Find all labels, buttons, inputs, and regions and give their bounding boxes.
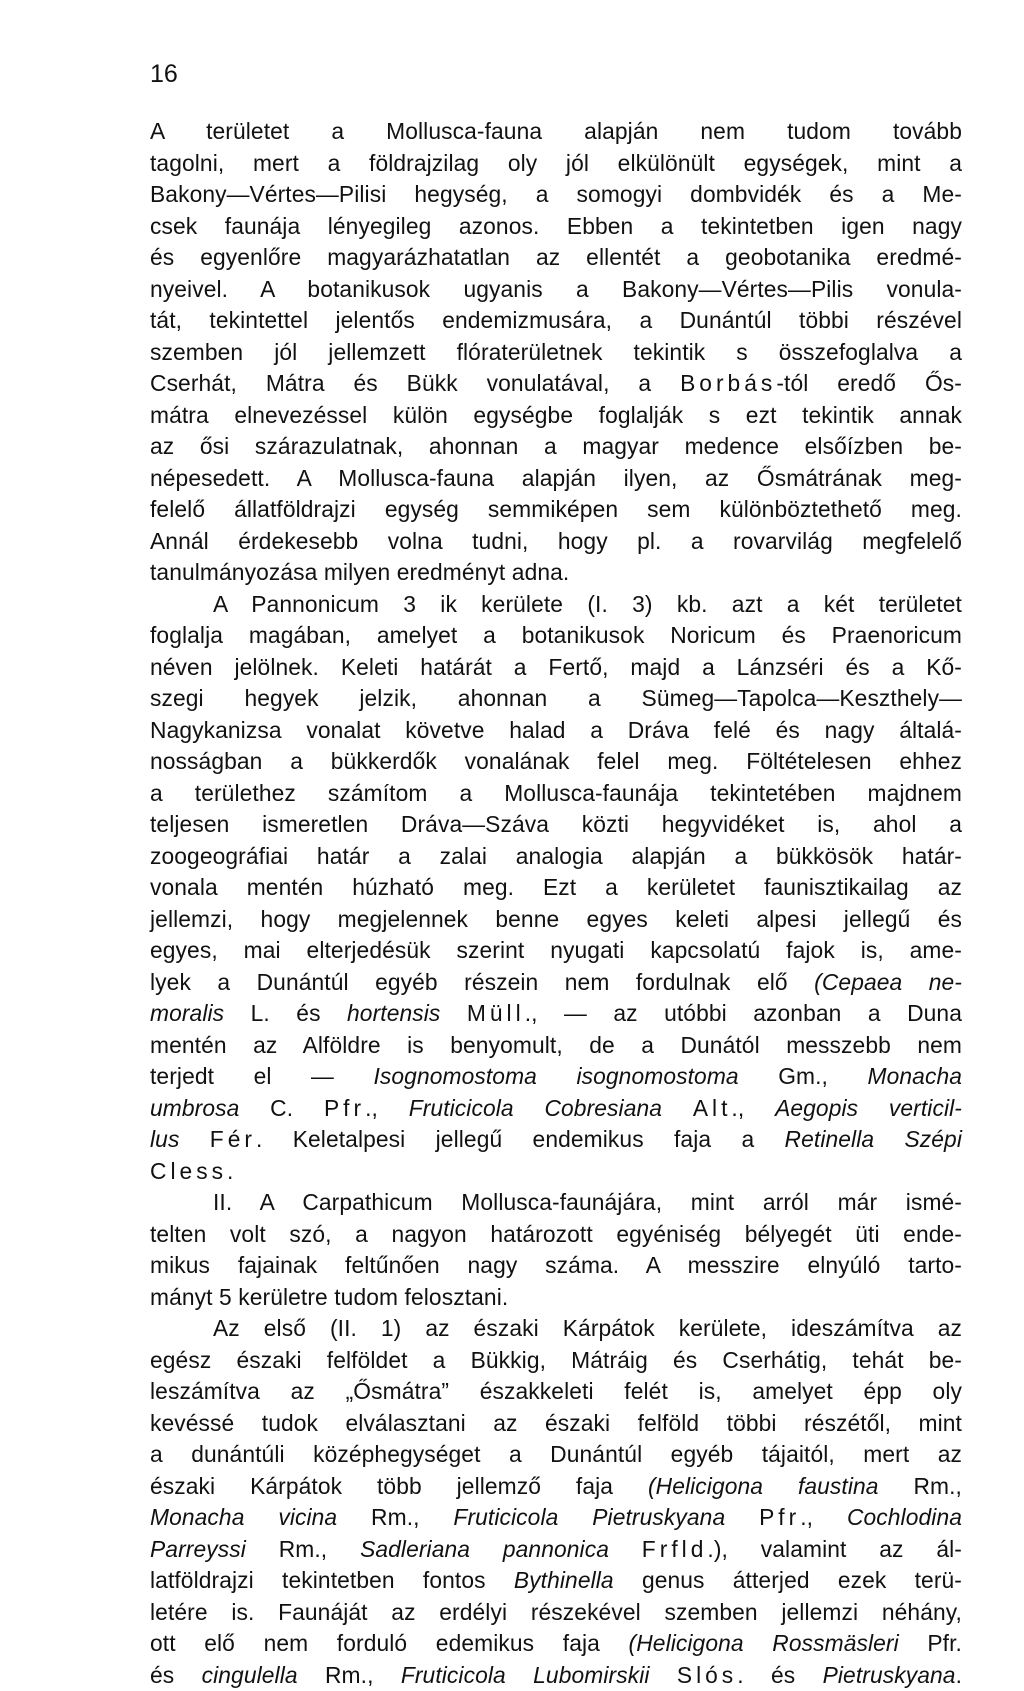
text-run — [179, 1126, 209, 1152]
text-line — [150, 967, 962, 999]
author-name: Slós — [677, 1662, 737, 1688]
author-name: Fér — [210, 1126, 256, 1152]
text-line — [150, 400, 962, 432]
text-run: Rm., — [337, 1504, 453, 1530]
text-run: ., — [365, 1095, 409, 1121]
text-line — [150, 1345, 962, 1377]
species-name: Monacha — [868, 1063, 962, 1089]
author-name: Pfr — [324, 1095, 365, 1121]
text-line — [150, 620, 962, 652]
page-number: 16 — [150, 62, 178, 87]
author-name: Alt — [693, 1095, 732, 1121]
text-run: tanulmányozása milyen eredményt adna. — [150, 559, 569, 585]
text-line — [150, 526, 962, 558]
text-run: . — [227, 1158, 233, 1184]
species-name: Retinella Szépi — [785, 1126, 962, 1152]
text-run: néven jelölnek. Keleti határát a Fertő, majd a Lánzséri és a Kő- — [150, 654, 962, 680]
text-run: az ősi szárazulatnak, ahonnan a magyar medence elsőízben be- — [150, 433, 962, 459]
text-run: mányt 5 kerületre tudom felosztani. — [150, 1284, 508, 1310]
text-run: ott elő nem forduló edemikus faja — [150, 1630, 629, 1656]
species-name: (Helicigona Rossmäsleri — [629, 1630, 899, 1656]
text-run: Annál érdekesebb volna tudni, hogy pl. a rovarvilág megfelelő — [150, 528, 962, 554]
species-name: Parreyssi — [150, 1536, 246, 1562]
text-run: genus átterjed ezek terü- — [614, 1567, 962, 1593]
species-name: Sadleriana pannonica — [360, 1536, 609, 1562]
text-line — [150, 1597, 962, 1629]
text-line — [150, 1250, 962, 1282]
species-name: Monacha vicina — [150, 1504, 337, 1530]
text-run: mentén az Alföldre is benyomult, de a Dunától messzebb nem — [150, 1032, 962, 1058]
text-line — [150, 368, 962, 400]
species-name: Aegopis verticil- — [775, 1095, 962, 1121]
text-line — [150, 1061, 962, 1093]
text-line — [150, 305, 962, 337]
text-line — [150, 116, 962, 148]
text-line — [150, 1156, 962, 1188]
text-line — [150, 1439, 962, 1471]
text-run: A Pannonicum 3 ik kerülete (I. 3) kb. azt a két területet — [213, 591, 962, 617]
text-run: zoogeográfiai határ a zalai analogia alapján a bükkösök határ- — [150, 843, 962, 869]
species-name: Fruticicola Lubomirskii — [401, 1662, 650, 1688]
text-run: ., — [800, 1504, 847, 1530]
species-name: (Cepaea ne- — [814, 969, 962, 995]
text-run: -tól eredő Ős- — [776, 370, 962, 396]
text-run — [440, 1000, 466, 1026]
text-run: vonala mentén húzható meg. Ezt a kerületet faunisztikailag az — [150, 874, 962, 900]
species-name: Fruticicola Pietruskyana — [453, 1504, 725, 1530]
text-run: leszámítva az „Ősmátra” északkeleti felét is, amelyet épp oly — [150, 1378, 962, 1404]
text-line — [150, 746, 962, 778]
text-run: . — [956, 1662, 962, 1688]
text-line — [150, 431, 962, 463]
text-line — [150, 463, 962, 495]
text-line — [150, 1219, 962, 1251]
species-name: (Helicigona faustina — [648, 1473, 879, 1499]
body-text — [150, 116, 962, 1691]
species-name: Isognomostoma isognomostoma — [373, 1063, 738, 1089]
text-line — [150, 274, 962, 306]
text-run: lyek a Dunántúl egyéb részein nem fordulnak elő — [150, 969, 814, 995]
species-name: umbrosa — [150, 1095, 239, 1121]
text-run — [650, 1662, 677, 1688]
text-run: és egyenlőre magyarázhatatlan az ellentét a geobotanika eredmé- — [150, 244, 962, 270]
text-run: nosságban a bükkerdők vonalának felel meg. Föltételesen ehhez — [150, 748, 962, 774]
text-run: Rm., — [246, 1536, 360, 1562]
author-name: Borbás — [680, 370, 776, 396]
text-run: egyes, mai elterjedésük szerint nyugati kapcsolatú fajok is, ame- — [150, 937, 962, 963]
text-run: népesedett. A Mollusca-fauna alapján ilyen, az Ősmátrának meg- — [150, 465, 962, 491]
text-line — [150, 1471, 962, 1503]
text-run: ., — [731, 1095, 775, 1121]
text-run: Nagykanizsa vonalat követve halad a Dráva felé és nagy általá- — [150, 717, 962, 743]
species-name: Cochlodina — [847, 1504, 962, 1530]
text-run: teljesen ismeretlen Dráva—Száva közti hegyvidéket is, ahol a — [150, 811, 962, 837]
text-run: szemben jól jellemzett flóraterületnek tekintik s összefoglalva a — [150, 339, 962, 365]
text-run — [609, 1536, 642, 1562]
text-run: C. — [239, 1095, 324, 1121]
text-line — [150, 494, 962, 526]
text-run: . és — [737, 1662, 822, 1688]
text-run: ., — az utóbbi azonban a Duna — [525, 1000, 962, 1026]
text-line — [150, 683, 962, 715]
text-run: és — [150, 1662, 202, 1688]
text-line — [150, 1502, 962, 1534]
author-name: Cless — [150, 1158, 227, 1184]
author-name: Frfld — [642, 1536, 708, 1562]
species-name: lus — [150, 1126, 179, 1152]
text-line — [150, 904, 962, 936]
text-line — [150, 998, 962, 1030]
text-line — [150, 1282, 962, 1314]
paragraph-first-line — [150, 589, 962, 621]
text-line — [150, 1534, 962, 1566]
paragraph-first-line — [150, 1313, 962, 1345]
text-run: felelő állatföldrajzi egység semmiképen sem különböztethető meg. — [150, 496, 962, 522]
text-run: Gm., — [739, 1063, 868, 1089]
paragraph-first-line — [150, 1187, 962, 1219]
text-line — [150, 1565, 962, 1597]
text-run: latföldrajzi tekintetben fontos — [150, 1567, 514, 1593]
text-run — [725, 1504, 759, 1530]
text-line — [150, 1660, 962, 1691]
text-run: csek faunája lényegileg azonos. Ebben a tekintetben igen nagy — [150, 213, 962, 239]
text-run: II. A Carpathicum Mollusca-faunájára, mint arról már ismé- — [213, 1189, 962, 1215]
species-name: cingulella — [202, 1662, 298, 1688]
text-line — [150, 211, 962, 243]
text-run: a dunántúli középhegységet a Dunántúl egyéb tájaitól, mert az — [150, 1441, 962, 1467]
text-run: telten volt szó, a nagyon határozott egyéniség bélyegét üti ende- — [150, 1221, 962, 1247]
text-run: nyeivel. A botanikusok ugyanis a Bakony—Vértes—Pilis vonula- — [150, 276, 962, 302]
author-name: Pfr — [759, 1504, 800, 1530]
text-run — [662, 1095, 693, 1121]
text-line — [150, 1628, 962, 1660]
text-run: Bakony—Vértes—Pilisi hegység, a somogyi dombvidék és a Me- — [150, 181, 962, 207]
species-name: hortensis — [347, 1000, 440, 1026]
text-run: Rm., — [298, 1662, 401, 1688]
species-name: moralis — [150, 1000, 224, 1026]
text-run: szegi hegyek jelzik, ahonnan a Sümeg—Tapolca—Keszthely— — [150, 685, 962, 711]
species-name: Fruticicola Cobresiana — [409, 1095, 662, 1121]
text-run: a területhez számítom a Mollusca-faunája tekintetében majdnem — [150, 780, 962, 806]
text-run: Cserhát, Mátra és Bükk vonulatával, a — [150, 370, 680, 396]
text-run: mátra elnevezéssel külön egységbe foglalják s ezt tekintik annak — [150, 402, 962, 428]
text-run: Pfr. — [899, 1630, 962, 1656]
text-run: L. és — [224, 1000, 347, 1026]
text-run: mikus fajainak feltűnően nagy száma. A messzire elnyúló tarto- — [150, 1252, 962, 1278]
text-line — [150, 1093, 962, 1125]
species-name: Pietruskyana — [823, 1662, 956, 1688]
text-run: kevéssé tudok elválasztani az északi felföld többi részétől, mint — [150, 1410, 962, 1436]
text-line — [150, 1408, 962, 1440]
author-name: Müll — [467, 1000, 525, 1026]
text-line — [150, 1376, 962, 1408]
text-run: jellemzi, hogy megjelennek benne egyes keleti alpesi jellegű és — [150, 906, 962, 932]
species-name: Bythinella — [514, 1567, 614, 1593]
text-run: foglalja magában, amelyet a botanikusok Noricum és Praenoricum — [150, 622, 962, 648]
text-line — [150, 242, 962, 274]
text-line — [150, 1124, 962, 1156]
text-line — [150, 179, 962, 211]
text-line — [150, 778, 962, 810]
text-run: A területet a Mollusca-fauna alapján nem tudom tovább — [150, 118, 962, 144]
text-run: tát, tekintettel jelentős endemizmusára, a Dunántúl többi részével — [150, 307, 962, 333]
text-run: terjedt el — — [150, 1063, 373, 1089]
text-run: letére is. Faunáját az erdélyi részekével szemben jellemzi néhány, — [150, 1599, 962, 1625]
text-line — [150, 337, 962, 369]
text-line — [150, 872, 962, 904]
text-run: tagolni, mert a földrajzilag oly jól elkülönült egységek, mint a — [150, 150, 962, 176]
text-line — [150, 652, 962, 684]
text-line — [150, 841, 962, 873]
text-line — [150, 1030, 962, 1062]
text-run: egész északi felföldet a Bükkig, Mátráig és Cserhátig, tehát be- — [150, 1347, 962, 1373]
text-line — [150, 715, 962, 747]
text-run: . Keletalpesi jellegű endemikus faja a — [256, 1126, 785, 1152]
text-run: .), valamint az ál- — [707, 1536, 962, 1562]
text-run: északi Kárpátok több jellemző faja — [150, 1473, 648, 1499]
text-line — [150, 935, 962, 967]
text-run: Rm., — [879, 1473, 962, 1499]
text-line — [150, 148, 962, 180]
text-line — [150, 557, 962, 589]
text-line — [150, 809, 962, 841]
text-run: Az első (II. 1) az északi Kárpátok kerülete, ideszámítva az — [213, 1315, 962, 1341]
